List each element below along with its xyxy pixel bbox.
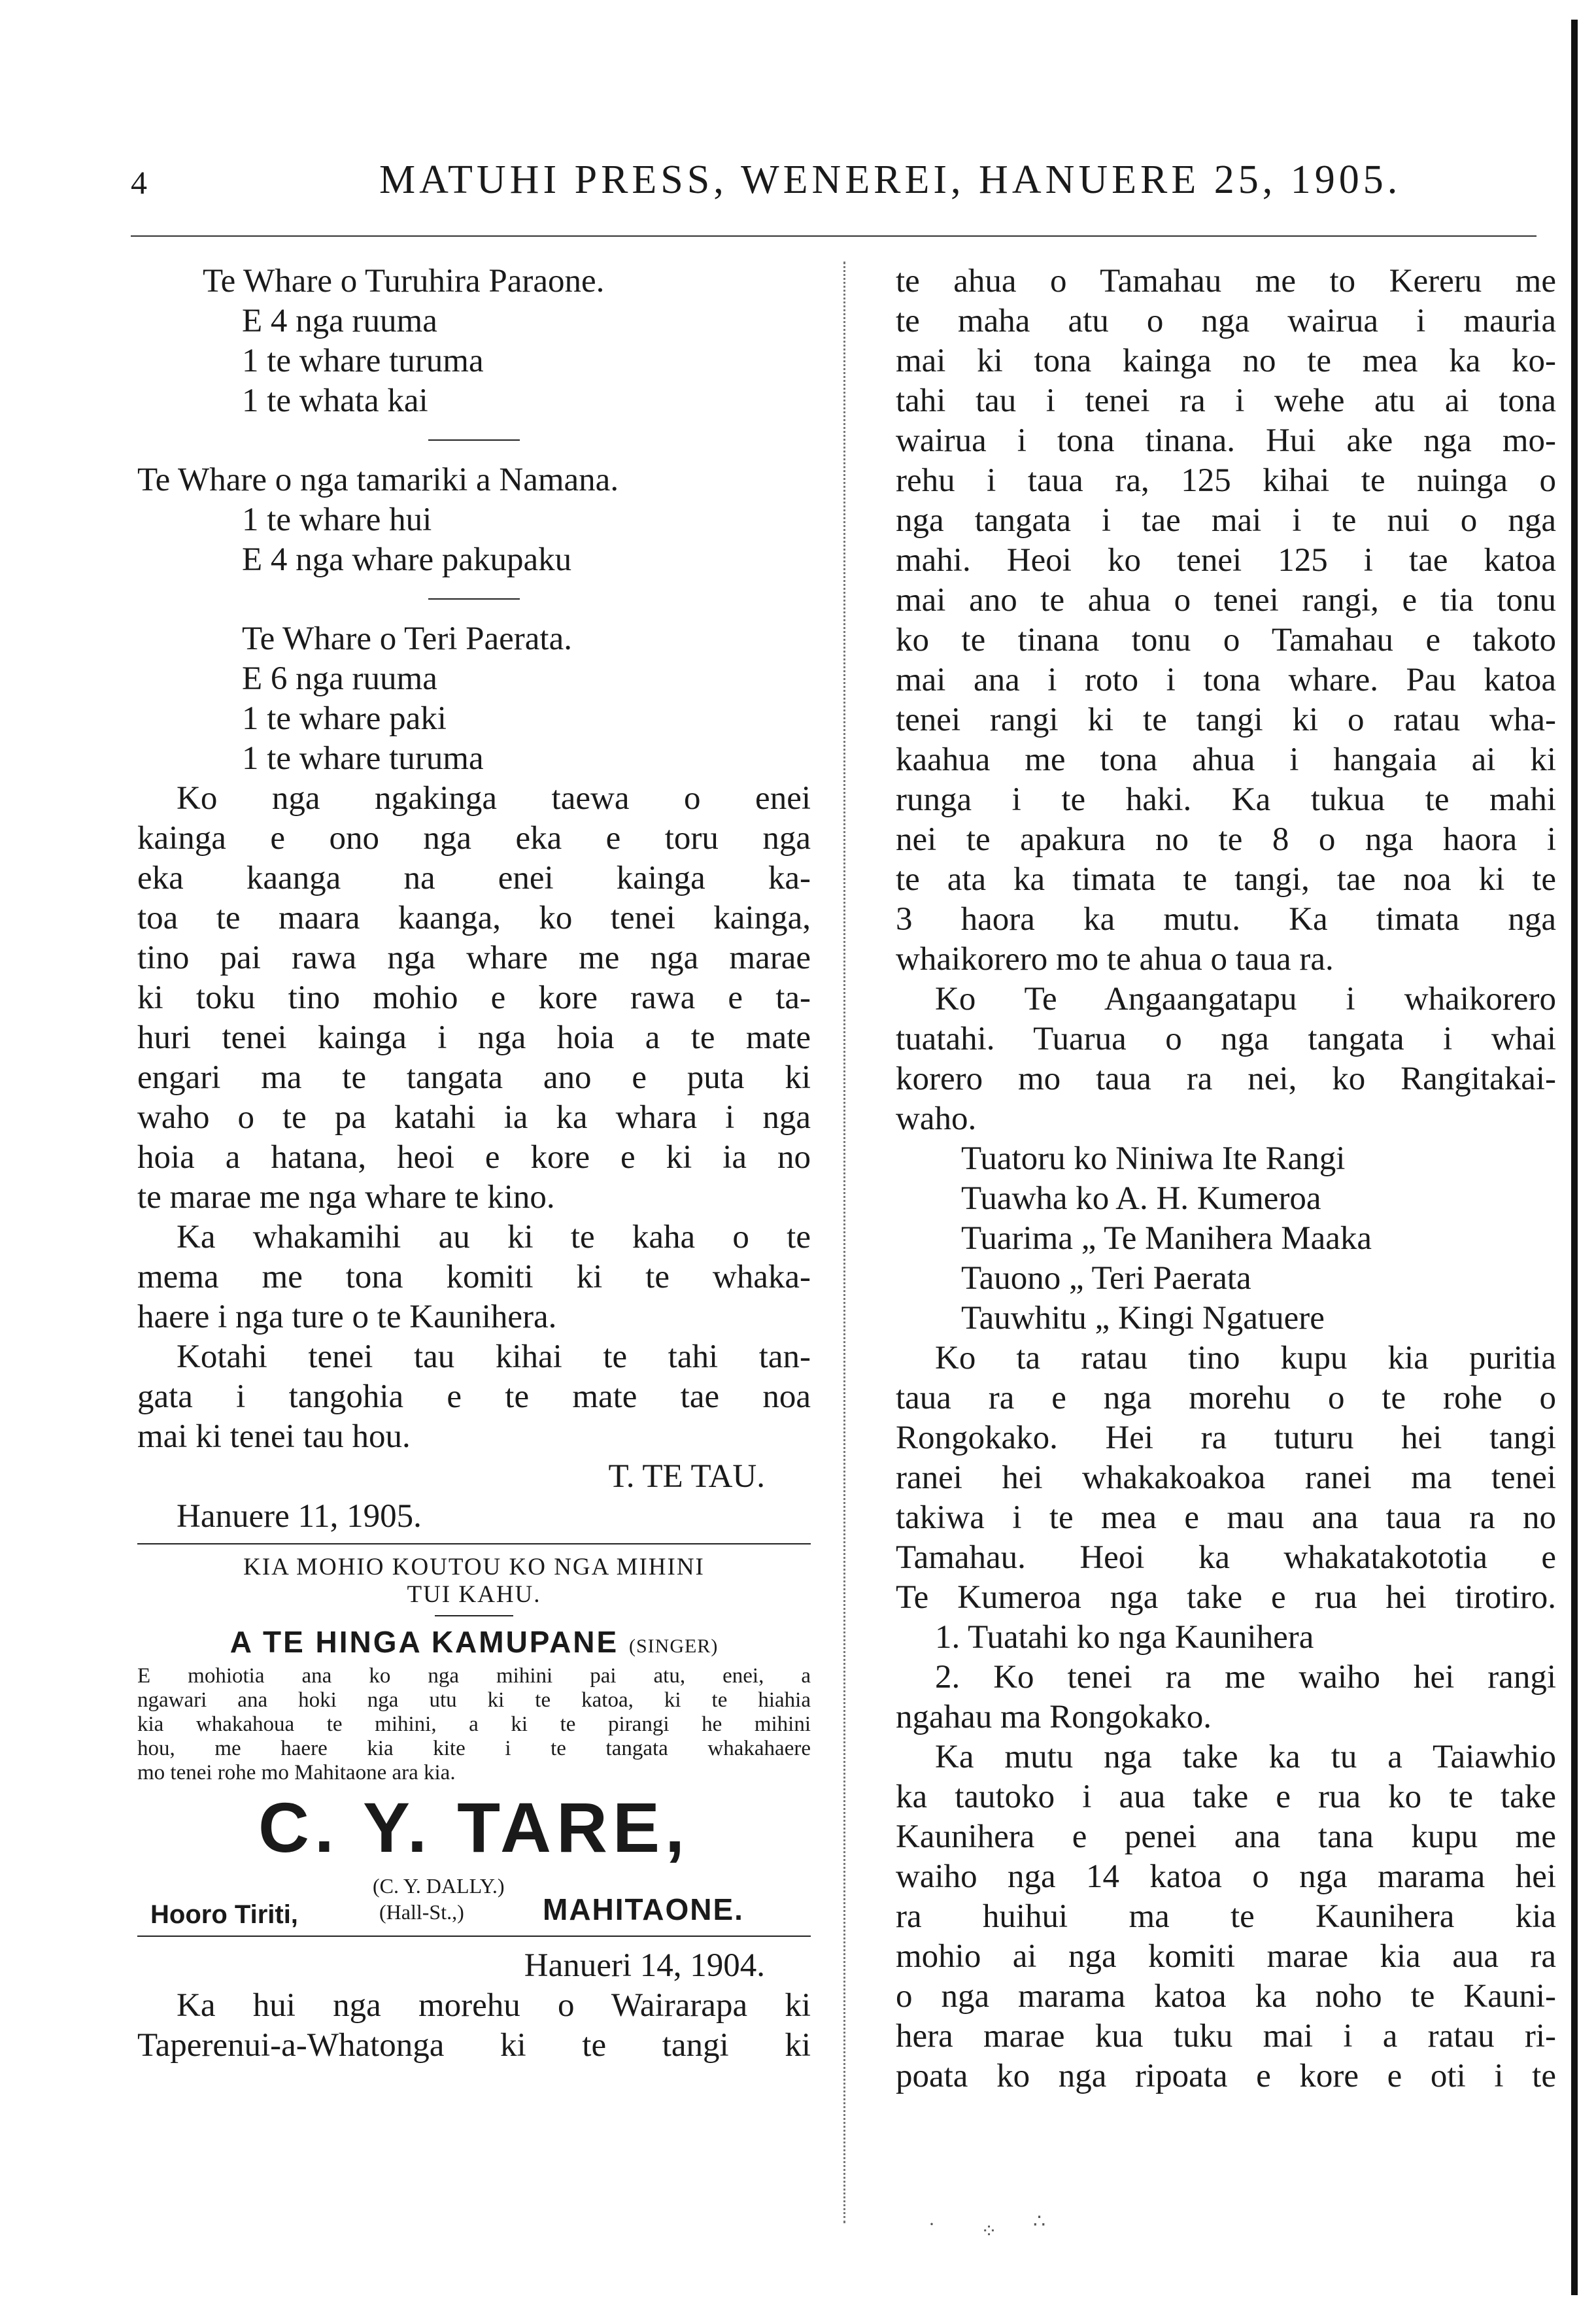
ad-headline	[137, 1624, 811, 1664]
column-divider	[843, 262, 845, 2223]
text-line: nga tangata i tae mai i te nui o nga	[896, 502, 1556, 539]
text-line: wairua i tona tinana. Hui ake nga mo-	[896, 422, 1556, 459]
officer-line: Tuarima „ Te Manihera Maaka	[961, 1220, 1372, 1257]
text-line: Te Kumeroa nga take e rua hei tirotiro.	[896, 1579, 1556, 1616]
text-line: hera marae kua tuku mai i a ratau ri-	[896, 2018, 1556, 2055]
ink-speck: ∴	[1033, 2211, 1046, 2232]
text-line: poata ko nga ripoata e kore e oti i te	[896, 2058, 1556, 2094]
notice-rule	[137, 1543, 811, 1544]
text-line: ka tautoko i aua take e rua ko te take	[896, 1779, 1556, 1815]
ad-address	[137, 1866, 811, 1929]
page-header	[131, 157, 1537, 216]
ad-body-line: kia whakahoua te mihini, a ki te pirangi he mihini	[137, 1713, 811, 1736]
left-column	[137, 262, 811, 2066]
officers-list	[896, 1139, 1556, 1339]
dateline: Hanuere 11, 1905.	[177, 1498, 422, 1535]
text-line: korero mo taua ra nei, ko Rangitakai-	[896, 1061, 1556, 1097]
text-line: kainga e ono nga eka e toru nga	[137, 820, 811, 857]
paragraph	[896, 980, 1556, 1139]
text-line: mahi. Heoi ko tenei 125 i tae katoa	[896, 542, 1556, 579]
text-line: Ka whakamihi au ki te kaha o te	[177, 1219, 811, 1255]
text-line: Kotahi tenei tau kihai te tahi tan-	[177, 1339, 811, 1375]
numbered-list	[896, 1618, 1556, 1737]
list-item: E 4 nga ruuma	[242, 303, 437, 339]
ad-street-maori: Hooro Tiriti,	[150, 1900, 298, 1929]
text-line: mai ki tona kainga no te mea ka ko-	[896, 343, 1556, 379]
text-line: Rongokako. Hei ra tuturu hei tangi	[896, 1420, 1556, 1456]
paragraph	[137, 1337, 811, 1457]
notice-separator	[435, 1615, 513, 1616]
text-line: Ka hui nga morehu o Wairarapa ki	[177, 1987, 811, 2024]
paragraph	[896, 1339, 1556, 1618]
text-line: tahi tau i tenei ra i wehe atu ai tona	[896, 383, 1556, 419]
text-line: ranei hei whakakoakoa ranei ma tenei	[896, 1459, 1556, 1496]
running-head: MATUHI PRESS, WENEREI, HANUERE 25, 1905.	[379, 158, 1402, 202]
text-line: mai ano te ahua o tenei rangi, e tia tonu	[896, 582, 1556, 619]
notice-title	[137, 1554, 811, 1609]
right-column	[896, 262, 1556, 2096]
page-edge-border	[1571, 20, 1578, 2295]
text-line: engari ma te tangata ano e puta ki	[137, 1059, 811, 1096]
ink-speck: ⁘	[981, 2221, 998, 2242]
officer-line: Tuatoru ko Niniwa Ite Rangi	[961, 1140, 1346, 1177]
list-item: 1 te whata kai	[242, 383, 428, 419]
signature: T. TE TAU.	[608, 1458, 765, 1495]
page-number: 4	[131, 164, 147, 201]
house-section-1	[137, 262, 811, 421]
list-item: 1 te whare turuma	[242, 740, 484, 777]
officer-line: Tauono „ Teri Paerata	[961, 1260, 1251, 1297]
letter-rule	[137, 1936, 811, 1937]
notice-title-line: TUI KAHU.	[407, 1581, 541, 1608]
text-line: Kaunihera e penei ana tana kupu me	[896, 1818, 1556, 1855]
paragraph	[896, 1737, 1556, 2096]
text-line: waho o te pa katahi ia ka whara i nga	[137, 1099, 811, 1136]
text-line: o nga marama katoa ka noho te Kauni-	[896, 1978, 1556, 2015]
paragraph	[137, 779, 811, 1218]
letter-date: Hanueri 14, 1904.	[524, 1947, 765, 1984]
text-line: mohio ai nga komiti marae kia aua ra	[896, 1938, 1556, 1975]
text-line: huri tenei kainga i nga hoia a te mate	[137, 1019, 811, 1056]
list-item: 2. Ko tenei ra me waiho hei rangi	[935, 1659, 1556, 1696]
notice-title-line: KIA MOHIO KOUTOU KO NGA MIHINI	[243, 1554, 705, 1580]
text-line: mema me tona komiti ki te whaka-	[137, 1259, 811, 1295]
section-separator	[428, 439, 520, 441]
paragraph	[896, 262, 1556, 980]
text-line: 3 haora ka mutu. Ka timata nga	[896, 901, 1556, 938]
text-line: te ahua o Tamahau me to Kereru me	[896, 263, 1556, 299]
text-line: mai ana i roto i tona whare. Pau katoa	[896, 662, 1556, 698]
ad-street-english: (Hall-St.,)	[379, 1900, 464, 1924]
text-line: hoia a hatana, heoi e kore e ki ia no	[137, 1139, 811, 1176]
list-item: 1 te whare paki	[242, 700, 447, 737]
paragraph	[137, 1218, 811, 1337]
section-separator	[428, 598, 520, 600]
text-line: whaikorero mo te ahua o taua ra.	[896, 941, 1334, 978]
officer-line: Tauwhitu „ Kingi Ngatuere	[961, 1300, 1325, 1337]
list-item: 1 te whare turuma	[242, 343, 484, 379]
text-line: Ko ta ratau tino kupu kia puritia	[935, 1340, 1556, 1376]
text-line: te marae me nga whare te kino.	[137, 1179, 555, 1216]
text-line: mai ki tenei tau hou.	[137, 1418, 411, 1455]
text-line: tuatahi. Tuarua o nga tangata i whai	[896, 1021, 1556, 1057]
header-rule	[131, 235, 1537, 237]
ad-town: MAHITAONE.	[543, 1892, 744, 1926]
ad-headline-text: A TE HINGA KAMUPANE	[229, 1625, 619, 1659]
text-line: Ko Te Angaangatapu i whaikorero	[935, 981, 1556, 1017]
list-item: E 6 nga ruuma	[242, 660, 437, 697]
house-section-3	[137, 619, 811, 779]
text-line: haere i nga ture o te Kaunihera.	[137, 1299, 557, 1335]
text-line: runga i te haki. Ka tukua te mahi	[896, 781, 1556, 818]
house-section-2	[137, 460, 811, 580]
text-line: waiho nga 14 katoa o nga marama hei	[896, 1858, 1556, 1895]
text-line: tenei rangi ki te tangi ki o ratau wha-	[896, 702, 1556, 738]
text-line: ki toku tino mohio e kore rawa e ta-	[137, 980, 811, 1016]
text-line: rehu i taua ra, 125 kihai te nuinga o	[896, 462, 1556, 499]
text-line: te maha atu o nga wairua i mauria	[896, 303, 1556, 339]
ad-merchant-alias: (C. Y. DALLY.)	[373, 1874, 505, 1898]
list-item-continuation: ngahau ma Rongokako.	[896, 1699, 1212, 1735]
text-line: ko te tinana tonu o Tamahau e takoto	[896, 622, 1556, 658]
text-line: Tamahau. Heoi ka whakatakototia e	[896, 1539, 1556, 1576]
singer-advertisement	[137, 1624, 811, 1929]
text-line: takiwa i te mea e mau ana taua ra no	[896, 1499, 1556, 1536]
text-line: te ata ka timata te tangi, tae noa ki te	[896, 861, 1556, 898]
text-line: ra huihui ma te Kaunihera kia	[896, 1898, 1556, 1935]
ad-body-line: mo tenei rohe mo Mahitaone ara kia.	[137, 1761, 456, 1784]
ad-headline-sub: (SINGER)	[628, 1635, 719, 1657]
officer-line: Tuawha ko A. H. Kumeroa	[961, 1180, 1321, 1217]
ad-body	[137, 1664, 811, 1785]
list-item: 1. Tuatahi ko nga Kaunihera	[935, 1619, 1314, 1656]
text-line: taua ra e nga morehu o te rohe o	[896, 1380, 1556, 1416]
text-line: kaahua me tona ahua i hangaia ai ki	[896, 742, 1556, 778]
section-title: Te Whare o nga tamariki a Namana.	[137, 462, 619, 498]
ad-body-line: ngawari ana hoki nga utu ki te katoa, ki te hiahia	[137, 1688, 811, 1712]
list-item: 1 te whare hui	[242, 502, 432, 538]
ad-merchant-name: C. Y. TARE,	[258, 1788, 690, 1867]
ad-body-line: E mohiotia ana ko nga mihini pai atu, enei, a	[137, 1664, 811, 1688]
text-line: nei te apakura no te 8 o nga haora i	[896, 821, 1556, 858]
text-line: waho.	[896, 1100, 977, 1137]
text-line: tino pai rawa nga whare me nga marae	[137, 940, 811, 976]
list-item: E 4 nga whare pakupaku	[242, 541, 572, 578]
section-title: Te Whare o Teri Paerata.	[242, 621, 572, 657]
section-title: Te Whare o Turuhira Paraone.	[203, 263, 605, 299]
text-line: eka kaanga na enei kainga ka-	[137, 860, 811, 896]
text-line: gata i tangohia e te mate tae noa	[137, 1378, 811, 1415]
ink-speck: ·	[928, 2213, 935, 2235]
ad-body-line: hou, me haere kia kite i te tangata whakahaere	[137, 1737, 811, 1760]
text-line: Taperenui-a-Whatonga ki te tangi ki	[137, 2027, 811, 2064]
text-line: Ko nga ngakinga taewa o enei	[177, 780, 811, 817]
text-line: Ka mutu nga take ka tu a Taiawhio	[935, 1739, 1556, 1775]
text-line: toa te maara kaanga, ko tenei kainga,	[137, 900, 811, 936]
